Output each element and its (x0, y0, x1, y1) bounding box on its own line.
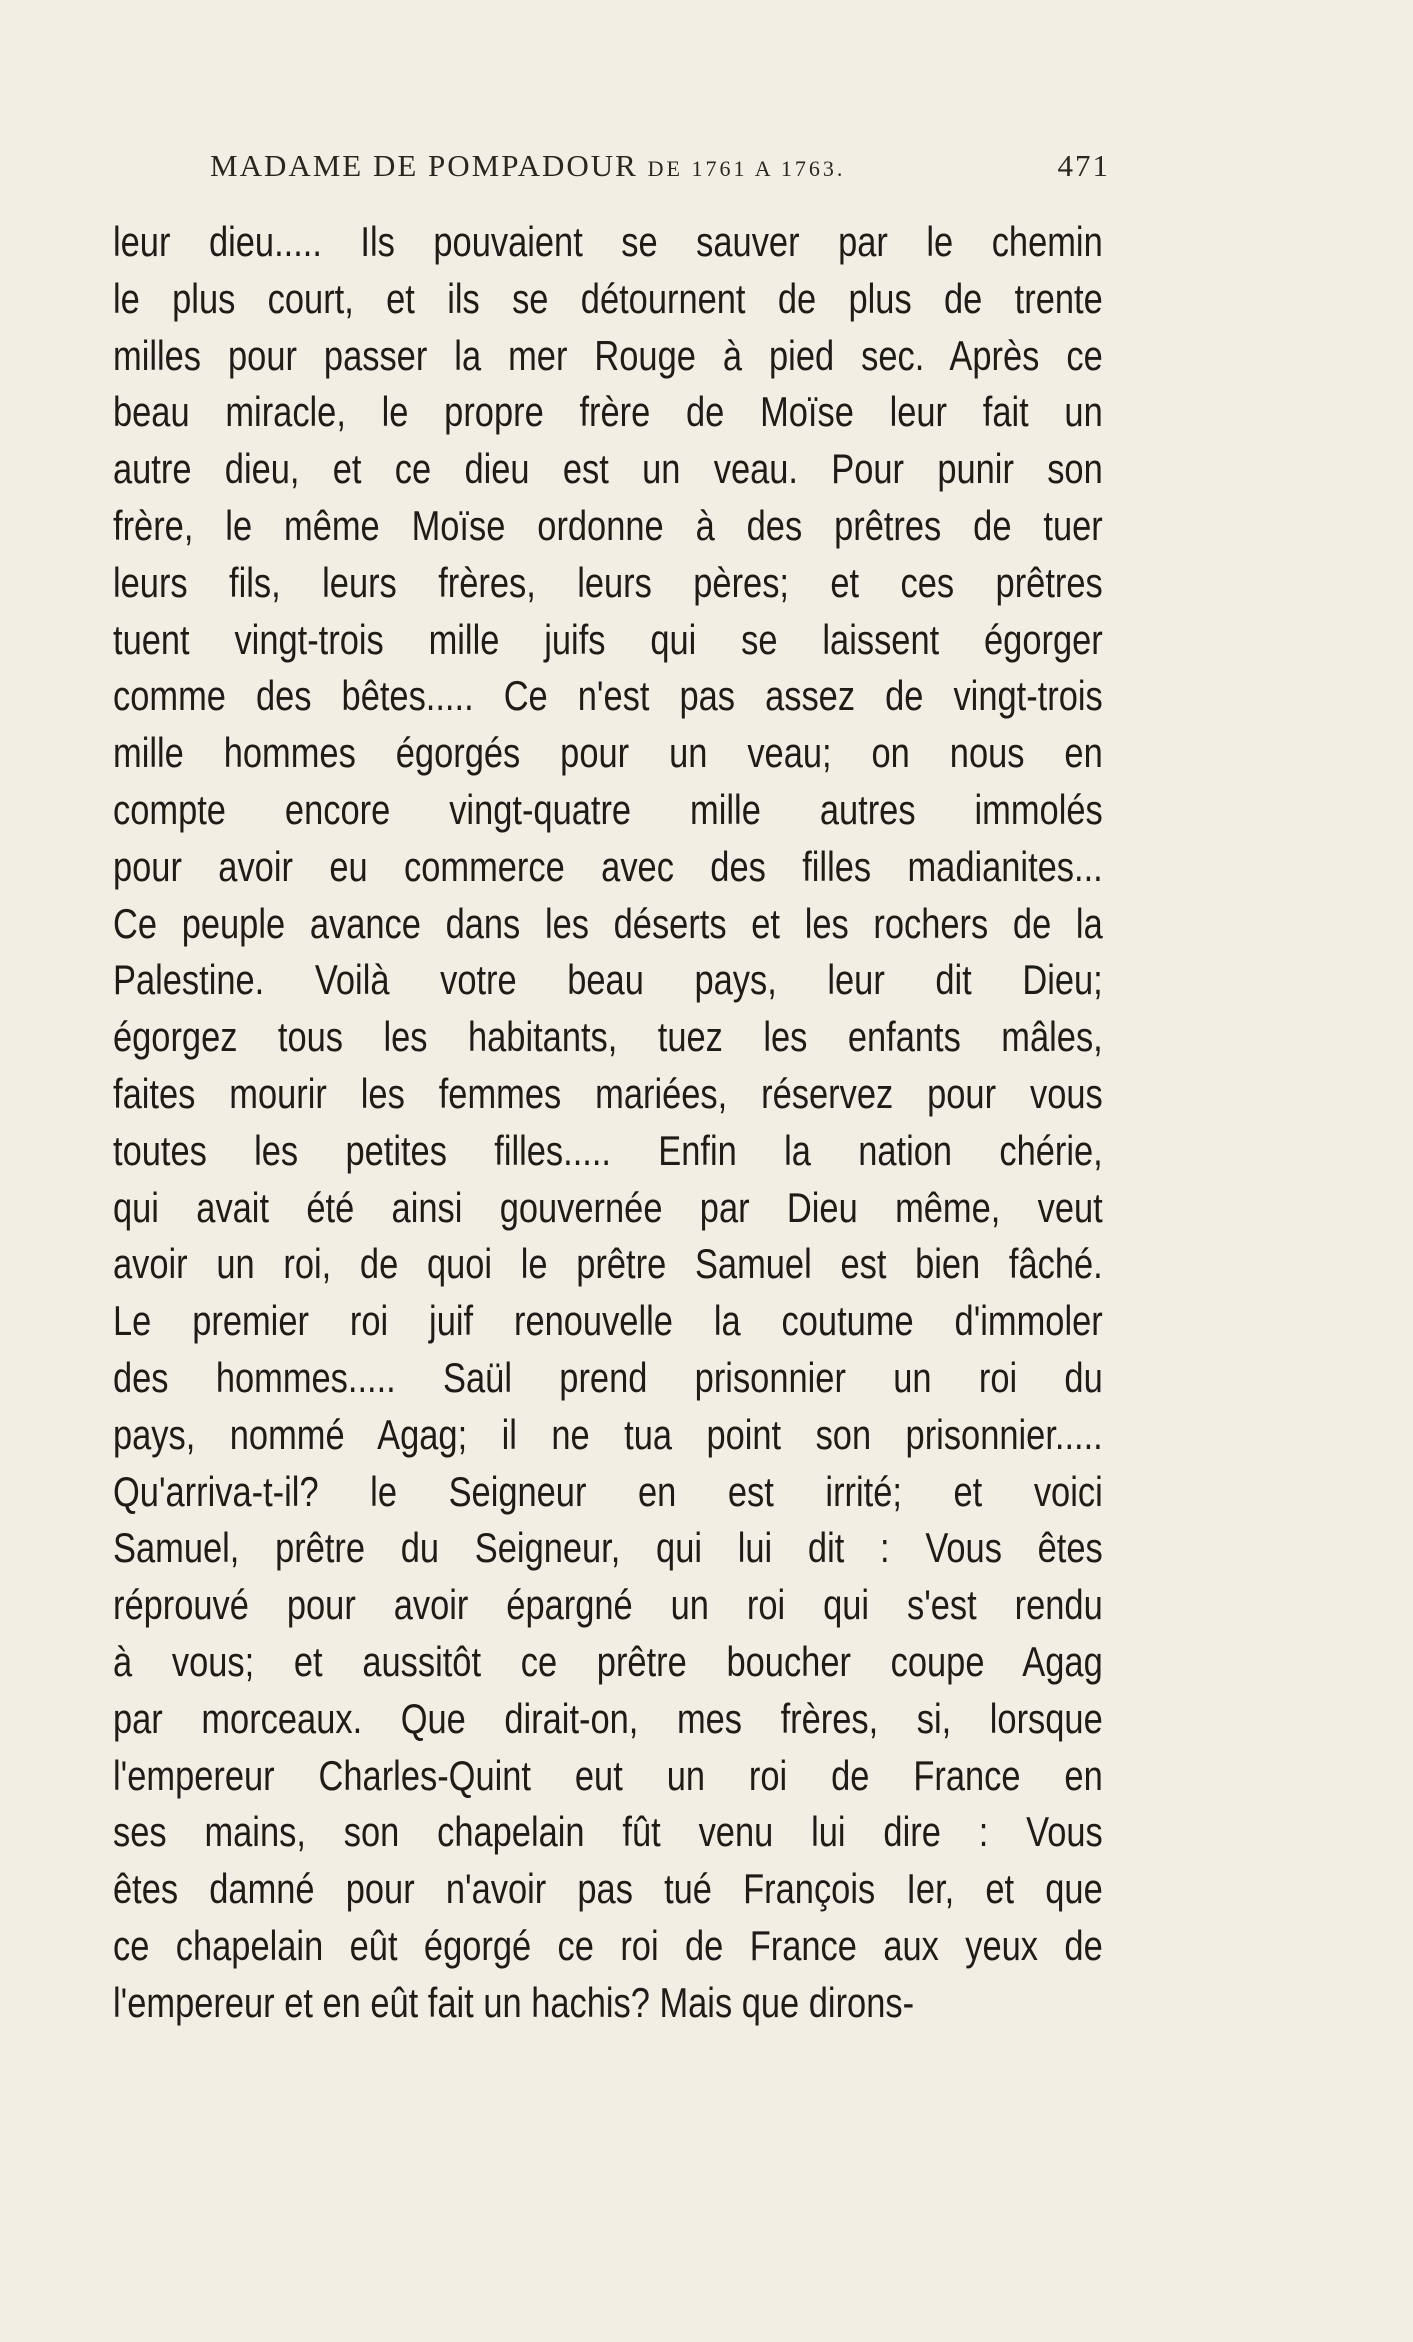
text-line: tuent vingt-trois mille juifs qui se laissent égorger (113, 615, 1103, 663)
text-line: pays, nommé Agag; il ne tua point son prisonnier..... (113, 1410, 1103, 1458)
text-line: Samuel, prêtre du Seigneur, qui lui dit : Vous êtes (113, 1524, 1103, 1572)
text-line: égorgez tous les habitants, tuez les enfants mâles, (113, 1013, 1103, 1061)
text-line: milles pour passer la mer Rouge à pied sec. Après ce (113, 331, 1103, 379)
text-line: êtes damné pour n'avoir pas tué François Ier, et que (113, 1865, 1103, 1913)
text-line: beau miracle, le propre frère de Moïse leur fait un (113, 388, 1103, 436)
text-line: à vous; et aussitôt ce prêtre boucher coupe Agag (113, 1637, 1103, 1685)
text-line: des hommes..... Saül prend prisonnier un roi du (113, 1353, 1103, 1401)
text-line: l'empereur et en eût fait un hachis? Mais que dirons- (113, 1978, 915, 2026)
text-line: le plus court, et ils se détournent de plus de trente (113, 274, 1103, 322)
text-line: compte encore vingt-quatre mille autres immolés (113, 785, 1103, 833)
text-line: Qu'arriva-t-il? le Seigneur en est irrité; et voici (113, 1467, 1103, 1515)
text-line: par morceaux. Que dirait-on, mes frères, si, lorsque (113, 1694, 1103, 1742)
text-line: faites mourir les femmes mariées, réservez pour vous (113, 1069, 1103, 1117)
text-line: leur dieu..... Ils pouvaient se sauver par le chemin (113, 218, 1103, 265)
running-title-main: MADAME DE POMPADOUR (210, 148, 638, 183)
text-line: avoir un roi, de quoi le prêtre Samuel est bien fâché. (113, 1240, 1103, 1288)
text-line: ce chapelain eût égorgé ce roi de France aux yeux de (113, 1921, 1103, 1969)
text-line: Ce peuple avance dans les déserts et les rochers de la (113, 899, 1103, 947)
page-number: 471 (1057, 148, 1110, 183)
text-line: qui avait été ainsi gouvernée par Dieu même, veut (113, 1183, 1103, 1231)
text-line: leurs fils, leurs frères, leurs pères; et ces prêtres (113, 558, 1103, 606)
text-line: pour avoir eu commerce avec des filles madianites... (113, 842, 1103, 890)
running-title (210, 148, 845, 184)
text-line: comme des bêtes..... Ce n'est pas assez de vingt-trois (113, 672, 1103, 720)
body-text (113, 214, 1103, 2032)
text-line: ses mains, son chapelain fût venu lui dire : Vous (113, 1808, 1103, 1856)
text-line: toutes les petites filles..... Enfin la nation chérie, (113, 1126, 1103, 1174)
text-line: l'empereur Charles-Quint eut un roi de France en (113, 1751, 1103, 1799)
text-line: mille hommes égorgés pour un veau; on nous en (113, 729, 1103, 777)
text-line: réprouvé pour avoir épargné un roi qui s'est rendu (113, 1581, 1103, 1629)
text-line: Palestine. Voilà votre beau pays, leur dit Dieu; (113, 956, 1103, 1004)
running-head (210, 148, 1110, 198)
text-line: Le premier roi juif renouvelle la coutume d'immoler (113, 1297, 1103, 1345)
text-line: autre dieu, et ce dieu est un veau. Pour punir son (113, 445, 1103, 493)
text-line: frère, le même Moïse ordonne à des prêtres de tuer (113, 501, 1103, 549)
running-title-dates: DE 1761 A 1763. (647, 156, 846, 181)
